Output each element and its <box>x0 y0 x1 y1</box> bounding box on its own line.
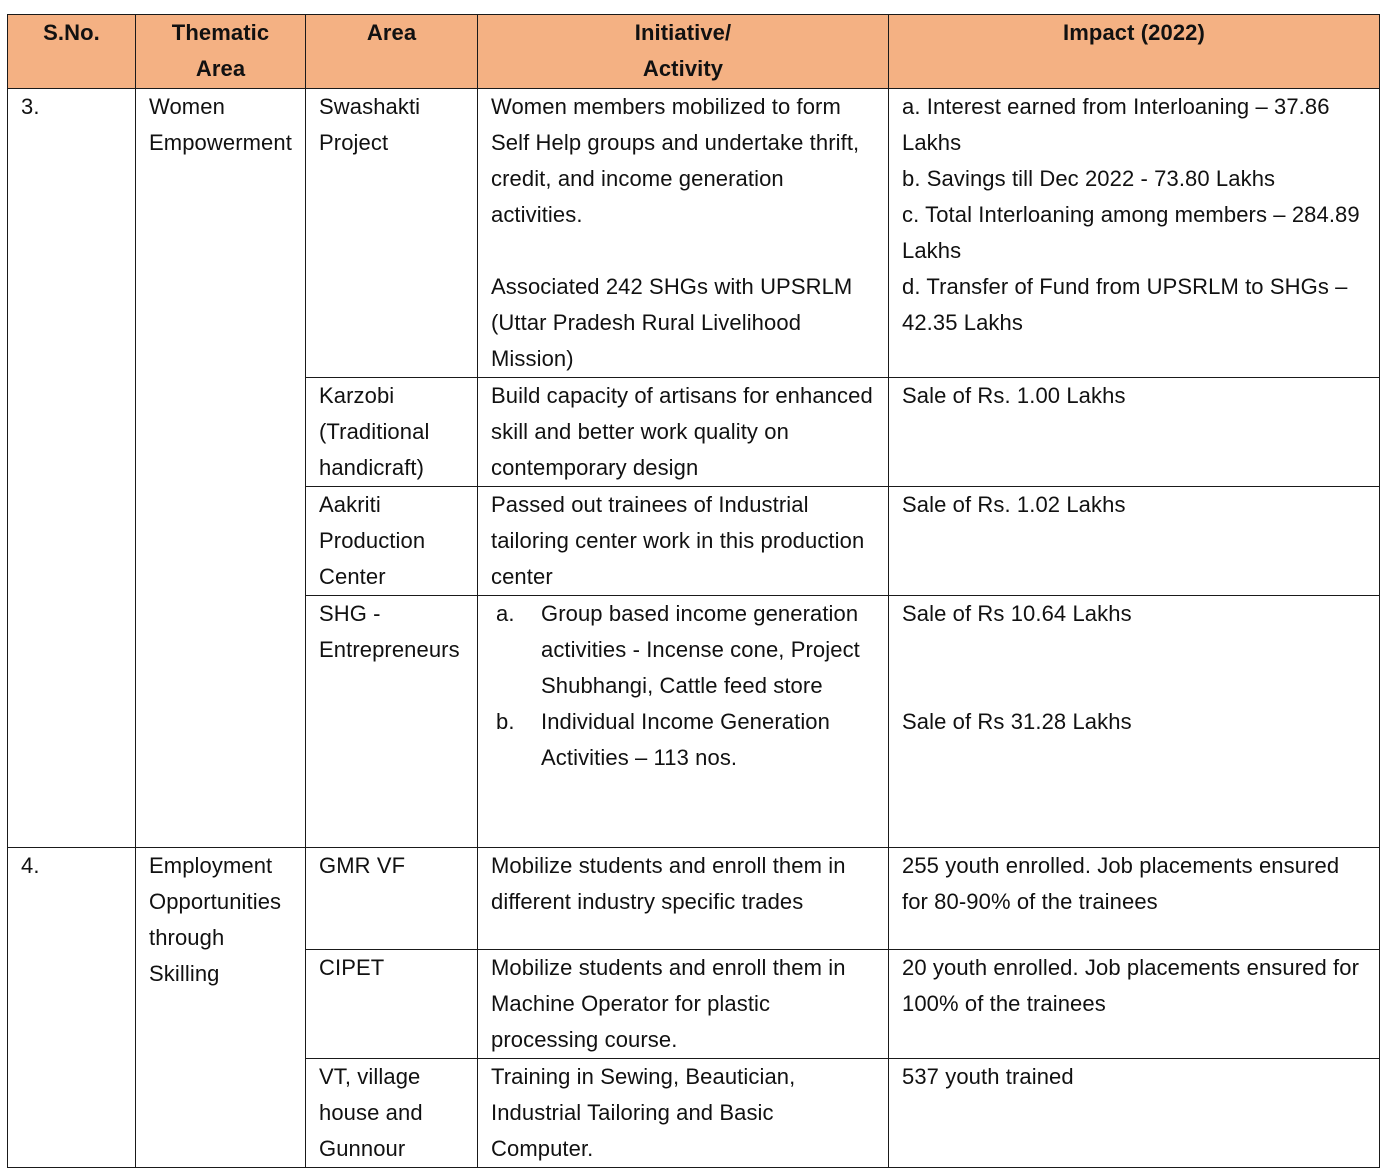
area-cell: VT, village house and Gunnour <box>306 1059 478 1168</box>
impact-item: b. Savings till Dec 2022 - 73.80 Lakhs <box>902 166 1276 191</box>
table-row <box>8 848 1380 950</box>
area-cell: Karzobi (Traditional handicraft) <box>306 378 478 487</box>
initiative-cell: Passed out trainees of Industrial tailoring center work in this production center <box>478 487 889 596</box>
initiative-cell: Training in Sewing, Beautician, Industrial Tailoring and Basic Computer. <box>478 1059 889 1168</box>
table-row <box>8 89 1380 378</box>
initiative-paragraph: Women members mobilized to form Self Help groups and undertake thrift, credit, and income generation activities. <box>491 94 860 227</box>
area-cell: GMR VF <box>306 848 478 950</box>
initiative-cell <box>478 89 889 378</box>
initiative-cell: Mobilize students and enroll them in Machine Operator for plastic processing course. <box>478 950 889 1059</box>
impact-cell: 255 youth enrolled. Job placements ensured for 80-90% of the trainees <box>889 848 1380 950</box>
initiative-list <box>491 596 875 776</box>
initiative-cell: Build capacity of artisans for enhanced skill and better work quality on contemporary design <box>478 378 889 487</box>
area-cell: CIPET <box>306 950 478 1059</box>
impact-cell: 537 youth trained <box>889 1059 1380 1168</box>
impact-item: a. Interest earned from Interloaning – 37.86 Lakhs <box>902 94 1330 155</box>
table-header-row <box>8 15 1380 89</box>
sno-cell: 3. <box>8 89 136 848</box>
thematic-area-cell: Women Empowerment <box>136 89 306 848</box>
document-page <box>7 14 1380 1168</box>
impact-item: Sale of Rs 31.28 Lakhs <box>902 709 1132 734</box>
impact-cell: Sale of Rs. 1.02 Lakhs <box>889 487 1380 596</box>
list-marker: a. <box>496 601 515 626</box>
impact-cell: 20 youth enrolled. Job placements ensured for 100% of the trainees <box>889 950 1380 1059</box>
header-impact: Impact (2022) <box>889 15 1380 89</box>
header-initiative: Initiative/ Activity <box>478 15 889 89</box>
impact-cell <box>889 596 1380 848</box>
area-cell: SHG - Entrepreneurs <box>306 596 478 848</box>
list-item-text: Individual Income Generation Activities – 113 nos. <box>541 709 830 770</box>
initiative-cell: Mobilize students and enroll them in different industry specific trades <box>478 848 889 950</box>
header-thematic-area: Thematic Area <box>136 15 306 89</box>
header-sno: S.No. <box>8 15 136 89</box>
csr-impact-table <box>7 14 1380 1168</box>
list-item-text: Group based income generation activities - Incense cone, Project Shubhangi, Cattle feed store <box>541 601 860 698</box>
impact-item: c. Total Interloaning among members – 284.89 Lakhs <box>902 202 1360 263</box>
impact-cell: Sale of Rs. 1.00 Lakhs <box>889 378 1380 487</box>
thematic-area-cell: Employment Opportunities through Skilling <box>136 848 306 1168</box>
list-marker: b. <box>496 709 515 734</box>
initiative-cell <box>478 596 889 848</box>
impact-item: d. Transfer of Fund from UPSRLM to SHGs – 42.35 Lakhs <box>902 274 1348 335</box>
area-cell: Swashakti Project <box>306 89 478 378</box>
list-item <box>491 596 875 704</box>
impact-cell <box>889 89 1380 378</box>
sno-cell: 4. <box>8 848 136 1168</box>
area-cell: Aakriti Production Center <box>306 487 478 596</box>
header-area: Area <box>306 15 478 89</box>
initiative-paragraph: Associated 242 SHGs with UPSRLM (Uttar Pradesh Rural Livelihood Mission) <box>491 274 853 371</box>
list-item <box>491 704 875 776</box>
impact-item: Sale of Rs 10.64 Lakhs <box>902 601 1132 626</box>
